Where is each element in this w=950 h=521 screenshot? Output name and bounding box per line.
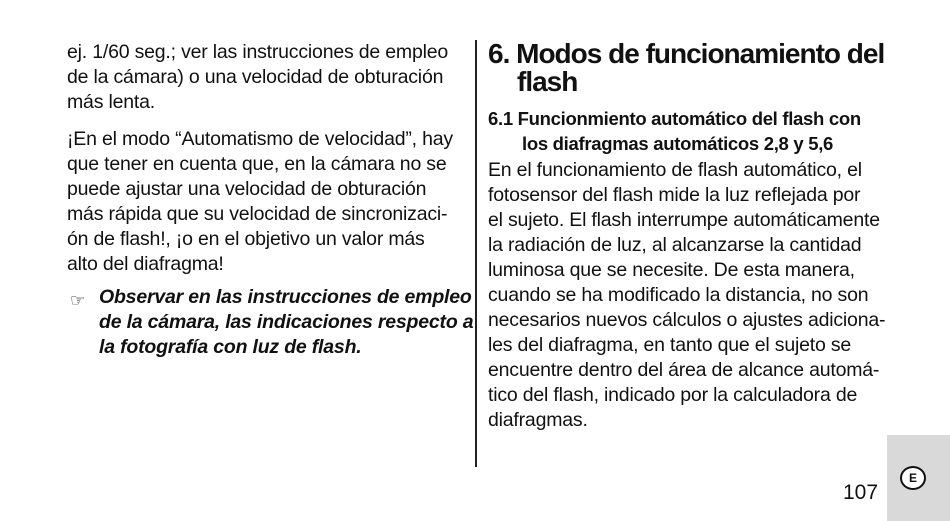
text-line: diafragmas. — [488, 409, 588, 431]
right-column — [488, 40, 888, 433]
text-line: ¡En el modo “Automatismo de velocidad”, hay — [67, 128, 453, 150]
note-callout — [67, 285, 474, 360]
language-badge: E — [900, 466, 926, 490]
pointing-hand-icon: ☞ — [70, 291, 86, 310]
text-line: encuentre dentro del área de alcance automá- — [488, 359, 880, 381]
text-line: ón de flash!, ¡o en el objetivo un valor más — [67, 228, 425, 250]
section-title-line: los diafragmas automáticos 2,8 y 5,6 — [522, 133, 834, 154]
text-line: el sujeto. El flash interrumpe automáticamente — [488, 209, 880, 231]
note-line: de la cámara, las indicaciones respecto a — [99, 311, 474, 333]
chapter-title-line: 6. Modos de funcionamiento del — [488, 38, 885, 69]
text-line: tico del flash, indicado por la calculadora de — [488, 384, 858, 406]
text-line: puede ajustar una velocidad de obturación — [67, 178, 427, 200]
text-line: más lenta. — [67, 91, 155, 113]
left-column — [67, 40, 474, 360]
chapter-title — [488, 40, 888, 96]
note-line: la fotografía con luz de flash. — [99, 336, 362, 358]
text-line: alto del diafragma! — [67, 253, 224, 275]
page-number: 107 — [843, 481, 879, 504]
section-title — [488, 106, 888, 156]
text-line: luminosa que se necesite. De esta manera, — [488, 259, 855, 281]
note-line: Observar en las instrucciones de empleo — [99, 286, 472, 308]
chapter-title-line: flash — [517, 66, 578, 97]
text-line: de la cámara) o una velocidad de obturación — [67, 66, 444, 88]
text-line: fotosensor del flash mide la luz reflejada por — [488, 184, 861, 206]
paragraph-continuation — [67, 40, 465, 115]
text-line: la radiación de luz, al alcanzarse la cantidad — [488, 234, 862, 256]
text-line: más rápida que su velocidad de sincronizaci- — [67, 203, 448, 225]
text-line: necesarios nuevos cálculos o ajustes adiciona- — [488, 309, 886, 331]
paragraph-shutter-warning — [67, 127, 465, 277]
text-line: En el funcionamiento de flash automático, el — [488, 159, 862, 181]
column-divider — [475, 40, 477, 467]
text-line: que tener en cuenta que, en la cámara no se — [67, 153, 447, 175]
section-body — [488, 158, 888, 433]
text-line: les del diafragma, en tanto que el sujeto se — [488, 334, 852, 356]
section-title-line: 6.1 Funcionmiento automático del flash con — [488, 108, 861, 129]
text-line: cuando se ha modificado la distancia, no son — [488, 284, 869, 306]
text-line: ej. 1/60 seg.; ver las instrucciones de empleo — [67, 41, 449, 63]
